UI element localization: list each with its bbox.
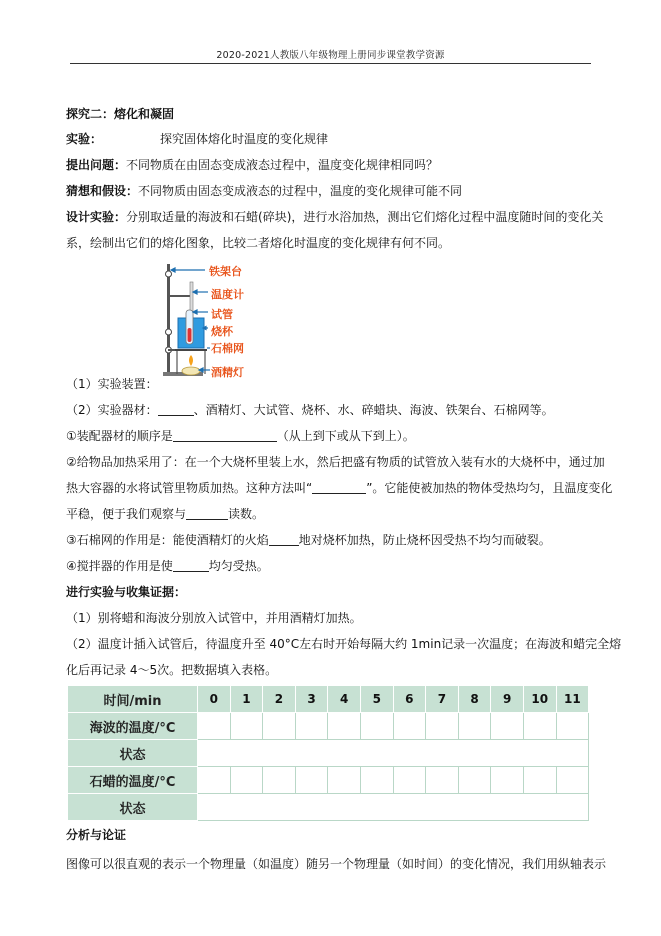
blank-stirrer[interactable] — [173, 559, 209, 572]
experiment-label: 实验： — [66, 132, 103, 146]
state-input-cell[interactable] — [198, 740, 589, 767]
circle-2-line-3 — [66, 506, 264, 522]
header-rule — [70, 63, 591, 64]
input-cell[interactable] — [360, 713, 393, 740]
label-tube: 试管 — [211, 308, 233, 321]
circle-2-line-1: ②给物品加热采用了：在一个大烧杯里装上水，然后把盛有物质的试管放入装有水的大烧杯中，通过加 — [66, 455, 605, 469]
state-label: 状态 — [68, 740, 198, 767]
analysis-title: 分析与论证 — [66, 828, 127, 842]
item-2-b: 、酒精灯、大试管、烧杯、水、碎蜡块、海波、铁架台、石棉网等。 — [193, 403, 554, 417]
time-cell: 6 — [393, 686, 426, 713]
data-table — [67, 685, 589, 821]
label-lamp: 酒精灯 — [211, 366, 244, 379]
input-cell[interactable] — [198, 713, 231, 740]
design-text-1: 分别取适量的海波和石蜡(碎块)，进行水浴加热，测出它们熔化过程中温度随时间的变化关 — [126, 210, 604, 224]
state-label-2: 状态 — [68, 794, 198, 821]
label-thermometer: 温度计 — [211, 288, 244, 301]
experiment-line — [66, 131, 328, 147]
time-cell: 9 — [491, 686, 524, 713]
design-line-1 — [66, 209, 603, 225]
circle-3 — [66, 532, 551, 548]
stand-rod-icon — [167, 264, 170, 374]
table-row — [68, 740, 589, 767]
question-line — [66, 157, 438, 173]
input-cell[interactable] — [263, 767, 296, 794]
input-cell[interactable] — [328, 767, 361, 794]
input-cell[interactable] — [523, 767, 556, 794]
circle-4 — [66, 558, 269, 574]
procedure-title: 进行实验与收集证据： — [66, 585, 187, 599]
input-cell[interactable] — [295, 713, 328, 740]
hypothesis-line — [66, 183, 462, 199]
circle-4-b: 均匀受热。 — [208, 559, 269, 573]
blank-flame[interactable] — [269, 533, 299, 546]
input-cell[interactable] — [295, 767, 328, 794]
input-cell[interactable] — [198, 767, 231, 794]
time-cell: 4 — [328, 686, 361, 713]
input-cell[interactable] — [426, 767, 459, 794]
circle-1-a: ①装配器材的顺序是 — [66, 429, 173, 443]
input-cell[interactable] — [556, 713, 589, 740]
time-cell: 7 — [426, 686, 459, 713]
state-input-cell[interactable] — [198, 794, 589, 821]
item-1: （1）实验装置： — [66, 377, 158, 391]
label-stand: 铁架台 — [209, 265, 242, 278]
wax-temp-label: 石蜡的温度/°C — [68, 767, 198, 794]
label-gauze: 石棉网 — [211, 342, 244, 355]
time-header: 时间/min — [68, 686, 198, 713]
input-cell[interactable] — [458, 767, 491, 794]
item-2 — [66, 402, 554, 418]
question-text: 不同物质在由固态变成液态过程中，温度变化规律相同吗？ — [126, 158, 439, 172]
table-row — [68, 713, 589, 740]
time-cell: 8 — [458, 686, 491, 713]
input-cell[interactable] — [360, 767, 393, 794]
time-cell: 2 — [263, 686, 296, 713]
procedure-2-line-2: 化后再记录 4～5次。把数据填入表格。 — [66, 663, 278, 677]
label-beaker: 烧杯 — [211, 325, 233, 338]
table-row — [68, 767, 589, 794]
circle-3-a: ③石棉网的作用是：能使酒精灯的火焰 — [66, 533, 269, 547]
circle-1 — [66, 428, 415, 444]
question-label: 提出问题： — [66, 158, 127, 172]
clamp-icon — [166, 271, 172, 277]
input-cell[interactable] — [230, 713, 263, 740]
input-cell[interactable] — [230, 767, 263, 794]
input-cell[interactable] — [426, 713, 459, 740]
time-cell: 10 — [523, 686, 556, 713]
design-label: 设计实验： — [66, 210, 127, 224]
circle-1-b: （从上到下或从下到上）。 — [276, 429, 415, 443]
time-cell: 5 — [360, 686, 393, 713]
hypothesis-label: 猜想和假设： — [66, 184, 139, 198]
table-header-row — [68, 686, 589, 713]
section-title: 探究二：熔化和凝固 — [66, 107, 175, 121]
flame-icon — [189, 355, 193, 366]
procedure-1: （1）别将蜡和海波分别放入试管中，并用酒精灯加热。 — [66, 611, 362, 625]
circle-2-line-2 — [66, 480, 612, 496]
input-cell[interactable] — [556, 767, 589, 794]
experiment-text: 探究固体熔化时温度的变化规律 — [160, 132, 329, 146]
input-cell[interactable] — [393, 713, 426, 740]
blank-assembly-order[interactable] — [173, 429, 277, 442]
hypothesis-text: 不同物质由固态变成液态的过程中，温度的变化规律可能不同 — [138, 184, 463, 198]
time-cell: 1 — [230, 686, 263, 713]
time-cell: 11 — [556, 686, 589, 713]
circle-4-a: ④搅拌器的作用是使 — [66, 559, 173, 573]
input-cell[interactable] — [491, 713, 524, 740]
input-cell[interactable] — [458, 713, 491, 740]
input-cell[interactable] — [263, 713, 296, 740]
circle-2-line-2-a: 热大容器的水将试管里物质加热。这种方法叫“ — [66, 481, 313, 495]
time-cell: 3 — [295, 686, 328, 713]
circle-3-b: 地对烧杯加热，防止烧杯因受热不均匀而破裂。 — [298, 533, 551, 547]
input-cell[interactable] — [393, 767, 426, 794]
time-cell: 0 — [198, 686, 231, 713]
circle-2-line-3-a: 平稳，便于我们观察与 — [66, 507, 187, 521]
blank-reading[interactable] — [186, 507, 228, 520]
input-cell[interactable] — [491, 767, 524, 794]
circle-2-line-3-b: 读数。 — [228, 507, 265, 521]
circle-2-line-2-b: ”。它能使被加热的物体受热均匀，且温度变化 — [366, 481, 613, 495]
design-line-2: 系，绘制出它们的熔化图象，比较二者熔化时温度的变化规律有何不同。 — [66, 236, 451, 250]
item-2-a: （2）实验器材： — [66, 403, 158, 417]
page-header: 2020-2021人教版八年级物理上册同步课堂教学资源 — [216, 50, 445, 61]
blank-equipment[interactable] — [158, 403, 194, 416]
hypo-temp-label: 海波的温度/°C — [68, 713, 198, 740]
analysis-line-1: 图像可以很直观的表示一个物理量（如温度）随另一个物理量（如时间）的变化情况，我们用纵轴表示 — [66, 857, 607, 871]
gauze-icon — [175, 349, 207, 351]
procedure-2-line-1: （2）温度计插入试管后，待温度升至 40°C左右时开始每隔大约 1min记录一次温度；在海波和蜡完全熔 — [66, 637, 622, 651]
blank-method[interactable] — [312, 481, 366, 494]
input-cell[interactable] — [328, 713, 361, 740]
alcohol-lamp-icon — [182, 367, 200, 375]
table-row — [68, 794, 589, 821]
input-cell[interactable] — [523, 713, 556, 740]
